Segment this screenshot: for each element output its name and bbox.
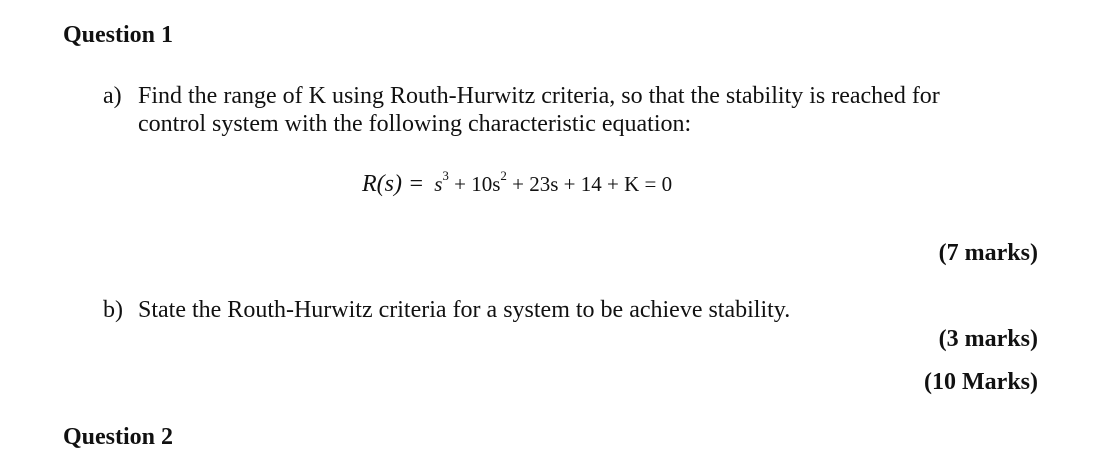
equation-lhs: R(s) = (362, 171, 425, 197)
part-a-line-1: Find the range of K using Routh-Hurwitz criteria, so that the stability is reached for (138, 83, 940, 109)
equation-s: s (434, 172, 443, 196)
equation-rest: + 23s + 14 + K = 0 (506, 172, 673, 196)
equation-plus-10s: + 10s (448, 172, 501, 196)
equation-exp-3: 3 (442, 168, 449, 183)
equation-exp-2: 2 (500, 168, 507, 183)
part-b-marks: (3 marks) (938, 326, 1038, 352)
equation-rhs (434, 168, 673, 196)
question-title: Question 1 (63, 22, 174, 48)
part-a-label: a) (103, 83, 122, 109)
part-b-text: State the Routh-Hurwitz criteria for a system to be achieve stability. (138, 297, 791, 323)
next-question-title: Question 2 (63, 424, 174, 450)
part-a-line-2: control system with the following characteristic equation: (138, 111, 692, 137)
part-a-marks: (7 marks) (938, 240, 1038, 266)
part-b-label: b) (103, 297, 123, 323)
total-marks: (10 Marks) (924, 369, 1038, 395)
characteristic-equation (362, 168, 673, 198)
